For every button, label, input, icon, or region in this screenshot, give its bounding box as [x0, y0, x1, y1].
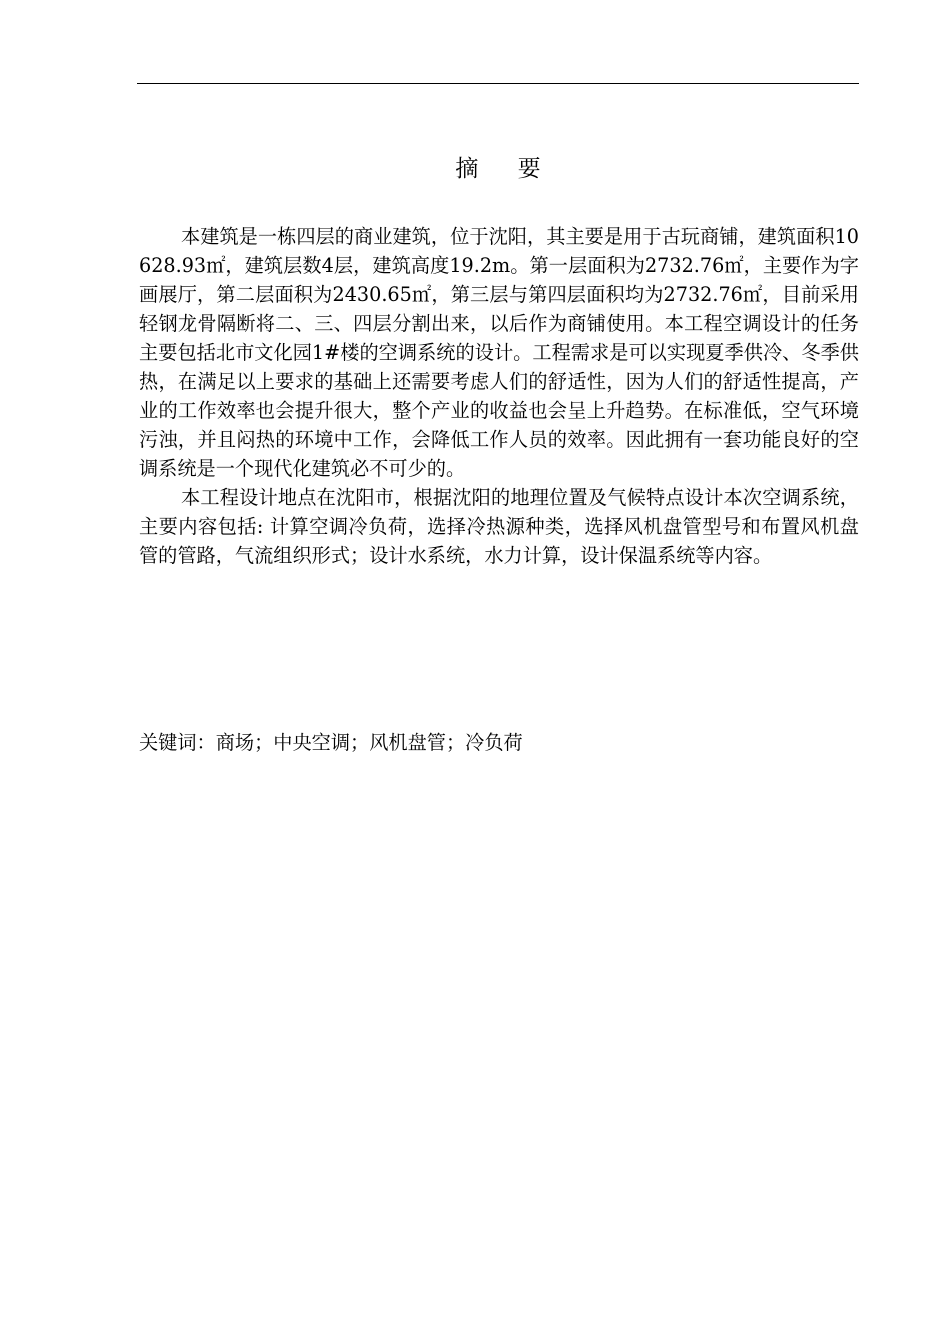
- keywords-line: [139, 728, 859, 757]
- abstract-paragraph-1: 本建筑是一栋四层的商业建筑，位于沈阳，其主要是用于古玩商铺，建筑面积10628.93㎡，建筑层数4层，建筑高度19.2m。第一层面积为2732.76㎡，主要作为字画展厅，第二层面积为2430.65㎡，第三层与第四层面积均为2732.76㎡，目前采用轻钢龙骨隔断将二、三、四层分割出来，以后作为商铺使用。本工程空调设计的任务主要包括北市文化园1#楼的空调系统的设计。工程需求是可以实现夏季供冷、冬季供热，在满足以上要求的基础上还需要考虑人们的舒适性，因为人们的舒适性提高，产业的工作效率也会提升很大，整个产业的收益也会呈上升趋势。在标准低，空气环境污浊，并且闷热的环境中工作，会降低工作人员的效率。因此拥有一套功能良好的空调系统是一个现代化建筑必不可少的。: [139, 225, 859, 480]
- keywords-list: 商场；中央空调；风机盘管；冷负荷: [215, 731, 523, 754]
- abstract-body: [139, 222, 859, 570]
- page-title: 摘 要: [455, 156, 557, 182]
- abstract-paragraph-2: 本工程设计地点在沈阳市，根据沈阳的地理位置及气候特点设计本次空调系统，主要内容包括: 计算空调冷负荷，选择冷热源种类，选择风机盘管型号和布置风机盘管的管路，气流组织形式；设计水系统，水力计算，设计保温系统等内容。: [139, 486, 859, 567]
- header-rule: [137, 83, 859, 84]
- keywords-label: 关键词：: [139, 731, 216, 754]
